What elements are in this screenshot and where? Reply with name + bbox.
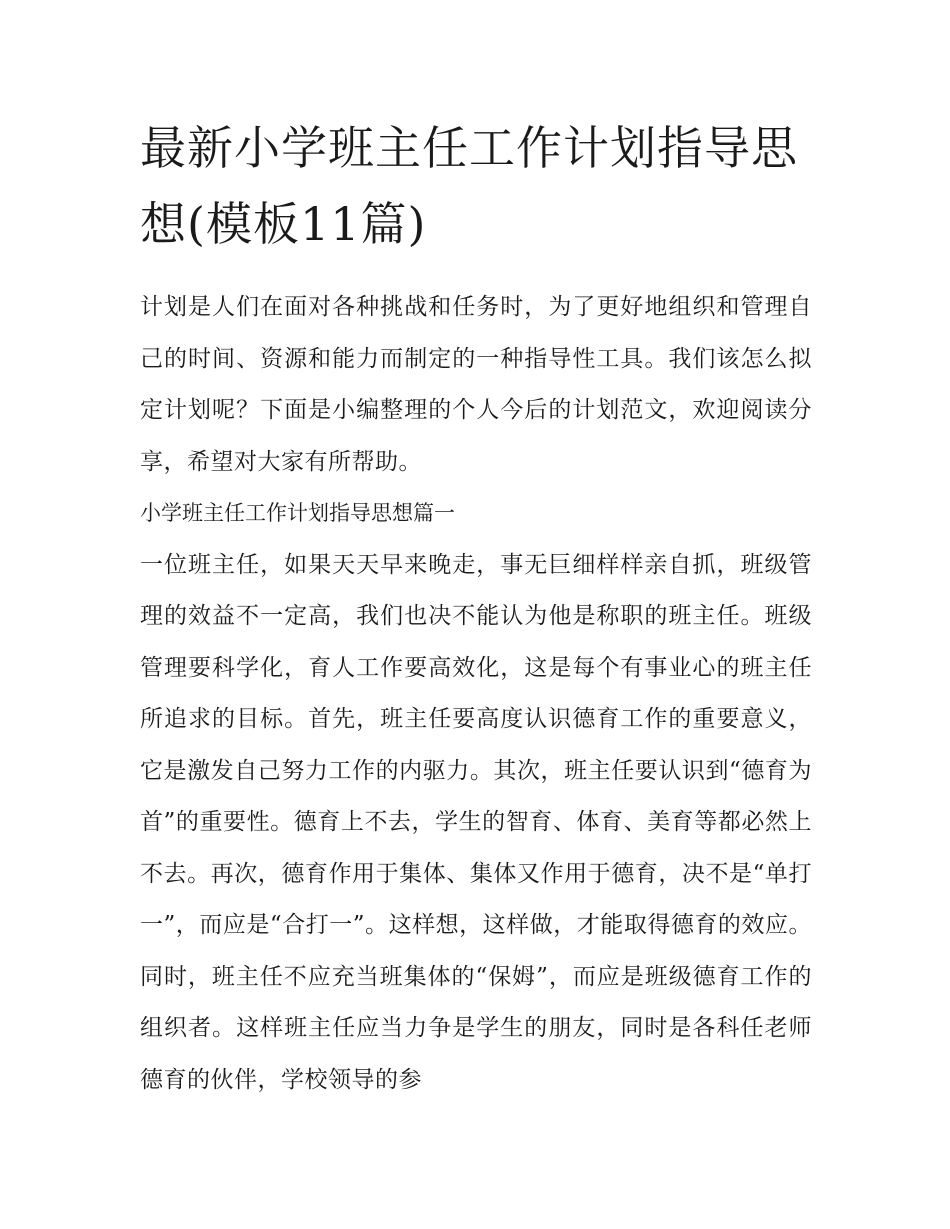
intro-paragraph: 计划是人们在面对各种挑战和任务时，为了更好地组织和管理自己的时间、资源和能力而制定的一种指导性工具。我们该怎么拟定计划呢？下面是小编整理的个人今后的计划范文，欢迎阅读分享，希望对大家有所帮助。: [140, 294, 812, 475]
body-paragraph: 一位班主任，如果天天早来晚走，事无巨细样样亲自抓，班级管理的效益不一定高，我们也决不能认为他是称职的班主任。班级管理要科学化，育人工作要高效化，这是每个有事业心的班主任所追求的目标。首先，班主任要高度认识德育工作的重要意义，它是激发自己努力工作的内驱力。其次，班主任要认识到“德育为首”的重要性。德育上不去，学生的智育、体育、美育等都必然上不去。再次，德育作用于集体、集体又作用于德育，决不是“单打一”，而应是“合打一”。这样想，这样做，才能取得德育的效应。同时，班主任不应充当班集体的“保姆”，而应是班级德育工作的组织者。这样班主任应当力争是学生的朋友，同时是各科任老师德育的伙伴，学校领导的参: [140, 551, 812, 1093]
document-content: [140, 110, 812, 1106]
section-heading: 小学班主任工作计划指导思想篇一: [140, 501, 455, 525]
document-title: 最新小学班主任工作计划指导思想(模板11篇): [140, 121, 798, 251]
